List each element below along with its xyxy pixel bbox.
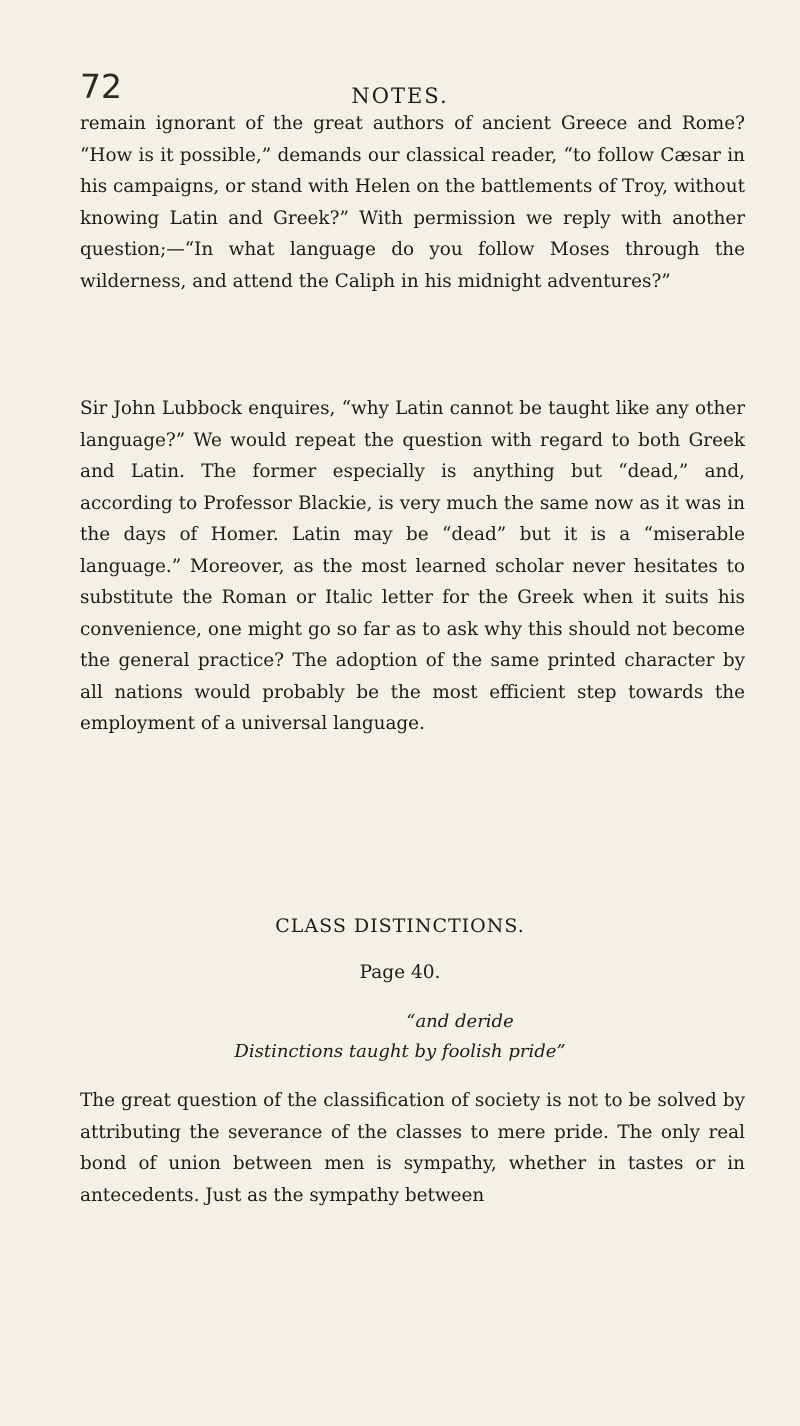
- page-number: 72: [80, 67, 122, 106]
- running-head: NOTES.: [351, 84, 449, 108]
- page-reference: Page 40.: [359, 962, 441, 983]
- body-paragraph: The great question of the classification of society is not to be solved by attributing the severance of the classes to mere pride. The only real bond of union between men is sympathy, whether in tastes or in antecedents. Just as the sympathy between: [80, 1090, 745, 1206]
- body-paragraph: Sir John Lubbock enquires, “why Latin cannot be taught like any other language?” We would repeat the question with regard to both Greek and Latin. The former especially is anything but “dead,” and, according to Professor Blackie, is very much the same now as it was in the days of Homer. Latin may be “dead” but it is a “miserable language.” Moreover, as the most learned scholar never hesitates to substitute the Roman or Italic letter for the Greek when it suits his convenience, one might go so far as to ask why this should not become the general practice? The adoption of the same printed character by all nations would probably be the most efficient step towards the employment of a universal language.: [80, 398, 745, 734]
- epigraph-line: “and deride: [406, 1011, 514, 1032]
- section-heading: CLASS DISTINCTIONS.: [275, 915, 525, 937]
- body-paragraph: remain ignorant of the great authors of ancient Greece and Rome? “How is it possible,” demands our classical reader, “to follow Cæsar in his campaigns, or stand with Helen on the battlements of Troy, without knowing Latin and Greek?” With permission we reply with another question;—“In what language do you follow Moses through the wilderness, and attend the Caliph in his midnight adventures?”: [80, 113, 745, 292]
- epigraph-line: Distinctions taught by foolish pride”: [234, 1041, 566, 1062]
